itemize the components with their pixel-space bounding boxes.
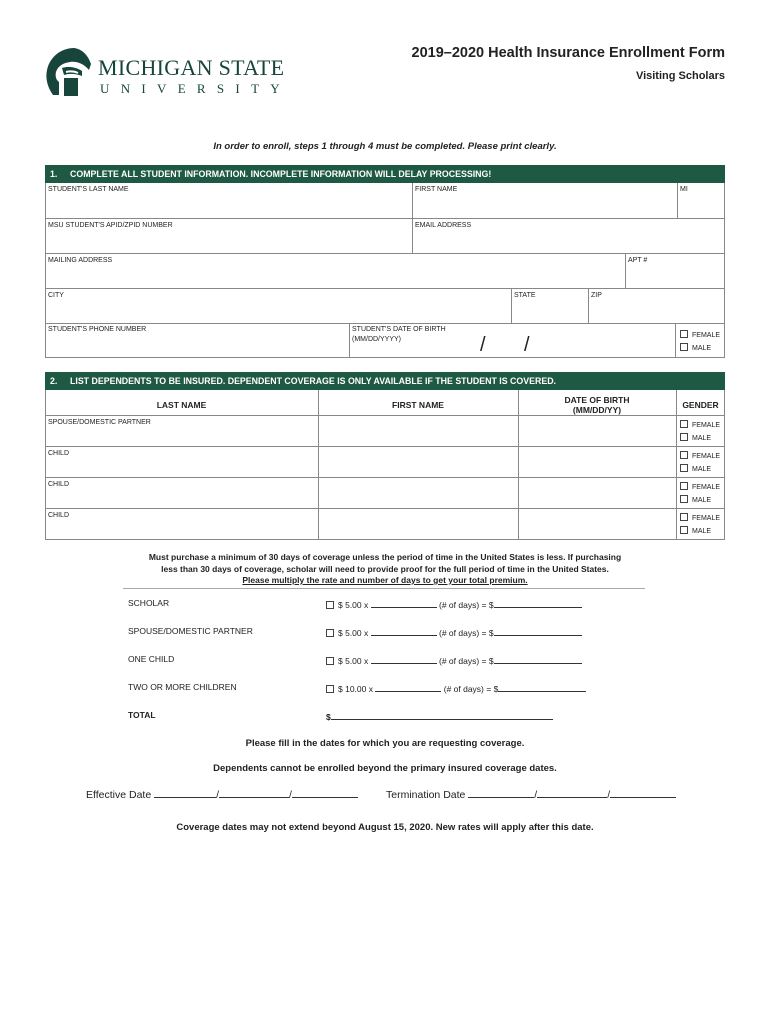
apid-label: MSU STUDENT'S APID/ZPID NUMBER xyxy=(48,222,173,229)
row-label: CHILD xyxy=(48,450,70,457)
col-last-name-label: LAST NAME xyxy=(156,400,207,410)
zip-field[interactable] xyxy=(588,289,725,324)
note-line1: Must purchase a minimum of 30 days of coverage unless the period of time in the United States is less. If purchasing xyxy=(148,552,622,562)
last-name-label: STUDENT'S LAST NAME xyxy=(48,186,129,193)
checkbox-icon[interactable] xyxy=(680,433,688,441)
section2-header xyxy=(45,372,725,390)
dob-label-line2: (MM/DD/YYYY) xyxy=(352,336,401,343)
note-line2: less than 30 days of coverage, scholar will need to provide proof for the full period of time in the United States. xyxy=(161,563,609,574)
first-name-label: FIRST NAME xyxy=(415,186,458,193)
checkbox-icon[interactable] xyxy=(326,601,334,609)
state-label: STATE xyxy=(514,292,536,299)
dep-first-name-cell[interactable] xyxy=(318,447,518,478)
rate-calc[interactable]: $ 5.00 x (# of days) = $ xyxy=(326,654,582,666)
dob-slash-1: / xyxy=(480,334,486,356)
termination-date-label: Termination Date xyxy=(386,789,466,801)
total-label: TOTAL xyxy=(128,710,156,720)
dep-male-option[interactable]: MALE xyxy=(680,465,711,473)
city-label: CITY xyxy=(48,292,64,299)
note-line3: Please multiply the rate and number of days to get your total premium. xyxy=(242,575,528,585)
checkbox-icon[interactable] xyxy=(326,629,334,637)
form-title: 2019–2020 Health Insurance Enrollment Form xyxy=(411,45,725,61)
dob-slash-2: / xyxy=(524,334,530,356)
logo-university: UNIVERSITY xyxy=(100,81,291,96)
mi-label: MI xyxy=(680,186,688,193)
checkbox-icon[interactable] xyxy=(680,495,688,503)
email-label: EMAIL ADDRESS xyxy=(415,222,472,229)
city-field[interactable] xyxy=(45,289,511,324)
form-subtitle: Visiting Scholars xyxy=(635,70,725,82)
total-field[interactable]: $ xyxy=(326,710,553,722)
dep-first-name-cell[interactable] xyxy=(318,416,518,447)
coverage-note xyxy=(100,552,670,587)
row-label: SPOUSE/DOMESTIC PARTNER xyxy=(48,419,151,426)
student-male-option[interactable]: MALE xyxy=(680,344,711,352)
dep-last-name-cell[interactable] xyxy=(45,447,318,478)
footer-note: Coverage dates may not extend beyond August 15, 2020. New rates will apply after this date. xyxy=(176,822,594,833)
dependents-note: Dependents cannot be enrolled beyond the primary insured coverage dates. xyxy=(213,763,557,774)
checkbox-icon[interactable] xyxy=(680,343,688,351)
dep-male-option[interactable]: MALE xyxy=(680,496,711,504)
rate-calc[interactable]: $ 5.00 x (# of days) = $ xyxy=(326,626,582,638)
instructions: In order to enroll, steps 1 through 4 must be completed. Please print clearly. xyxy=(213,141,557,152)
rate-label: ONE CHILD xyxy=(128,654,175,664)
effective-date-field[interactable]: Effective Date / / xyxy=(86,788,358,801)
logo-wordmark: MICHIGAN STATE xyxy=(98,55,285,80)
dep-last-name-cell[interactable] xyxy=(45,509,318,540)
mailing-address-field[interactable] xyxy=(45,254,625,289)
rate-label: SCHOLAR xyxy=(128,598,170,608)
row-label: CHILD xyxy=(48,512,70,519)
rate-calc[interactable]: $ 5.00 x (# of days) = $ xyxy=(326,598,582,610)
checkbox-icon[interactable] xyxy=(680,451,688,459)
spartan-helmet-icon xyxy=(44,46,92,98)
dep-dob-cell[interactable] xyxy=(518,478,676,509)
section1-title: COMPLETE ALL STUDENT INFORMATION. INCOMPLETE INFORMATION WILL DELAY PROCESSING! xyxy=(70,169,492,179)
rate-label: SPOUSE/DOMESTIC PARTNER xyxy=(128,626,253,636)
dep-dob-cell[interactable] xyxy=(518,447,676,478)
checkbox-icon[interactable] xyxy=(680,526,688,534)
effective-date-label: Effective Date xyxy=(86,789,152,801)
rate-calc[interactable]: $ 10.00 x (# of days) = $ xyxy=(326,682,586,694)
dep-male-option[interactable]: MALE xyxy=(680,434,711,442)
checkbox-icon[interactable] xyxy=(680,482,688,490)
checkbox-icon[interactable] xyxy=(326,657,334,665)
section2-number: 2. xyxy=(50,376,58,386)
checkbox-icon[interactable] xyxy=(680,330,688,338)
phone-label: STUDENT'S PHONE NUMBER xyxy=(48,326,147,333)
dep-first-name-cell[interactable] xyxy=(318,509,518,540)
dep-dob-cell[interactable] xyxy=(518,416,676,447)
dep-last-name-cell[interactable] xyxy=(45,478,318,509)
fill-dates-instruction: Please fill in the dates for which you are requesting coverage. xyxy=(245,738,525,749)
checkbox-icon[interactable] xyxy=(326,685,334,693)
divider xyxy=(123,588,645,589)
termination-date-field[interactable]: Termination Date / / xyxy=(386,788,676,801)
checkbox-icon[interactable] xyxy=(680,464,688,472)
col-first-name-label: FIRST NAME xyxy=(392,400,444,410)
dep-dob-cell[interactable] xyxy=(518,509,676,540)
dob-label-line1: STUDENT'S DATE OF BIRTH xyxy=(352,326,446,333)
mailing-address-label: MAILING ADDRESS xyxy=(48,257,113,264)
apt-label: APT # xyxy=(628,257,648,264)
zip-label: ZIP xyxy=(591,292,602,299)
student-female-option[interactable]: FEMALE xyxy=(680,331,720,339)
checkbox-icon[interactable] xyxy=(680,420,688,428)
section2-title: LIST DEPENDENTS TO BE INSURED. DEPENDENT COVERAGE IS ONLY AVAILABLE IF THE STUDENT IS COVERED. xyxy=(70,376,557,386)
dep-female-option[interactable]: FEMALE xyxy=(680,514,720,522)
dep-first-name-cell[interactable] xyxy=(318,478,518,509)
checkbox-icon[interactable] xyxy=(680,513,688,521)
row-label: CHILD xyxy=(48,481,70,488)
col-dob-label: DATE OF BIRTH (MM/DD/YY) xyxy=(564,395,630,415)
rate-label: TWO OR MORE CHILDREN xyxy=(128,682,237,692)
dep-female-option[interactable]: FEMALE xyxy=(680,452,720,460)
section1-number: 1. xyxy=(50,169,58,179)
dep-male-option[interactable]: MALE xyxy=(680,527,711,535)
col-gender-label: GENDER xyxy=(682,400,719,410)
section1-header xyxy=(45,165,725,183)
dep-female-option[interactable]: FEMALE xyxy=(680,483,720,491)
dep-female-option[interactable]: FEMALE xyxy=(680,421,720,429)
